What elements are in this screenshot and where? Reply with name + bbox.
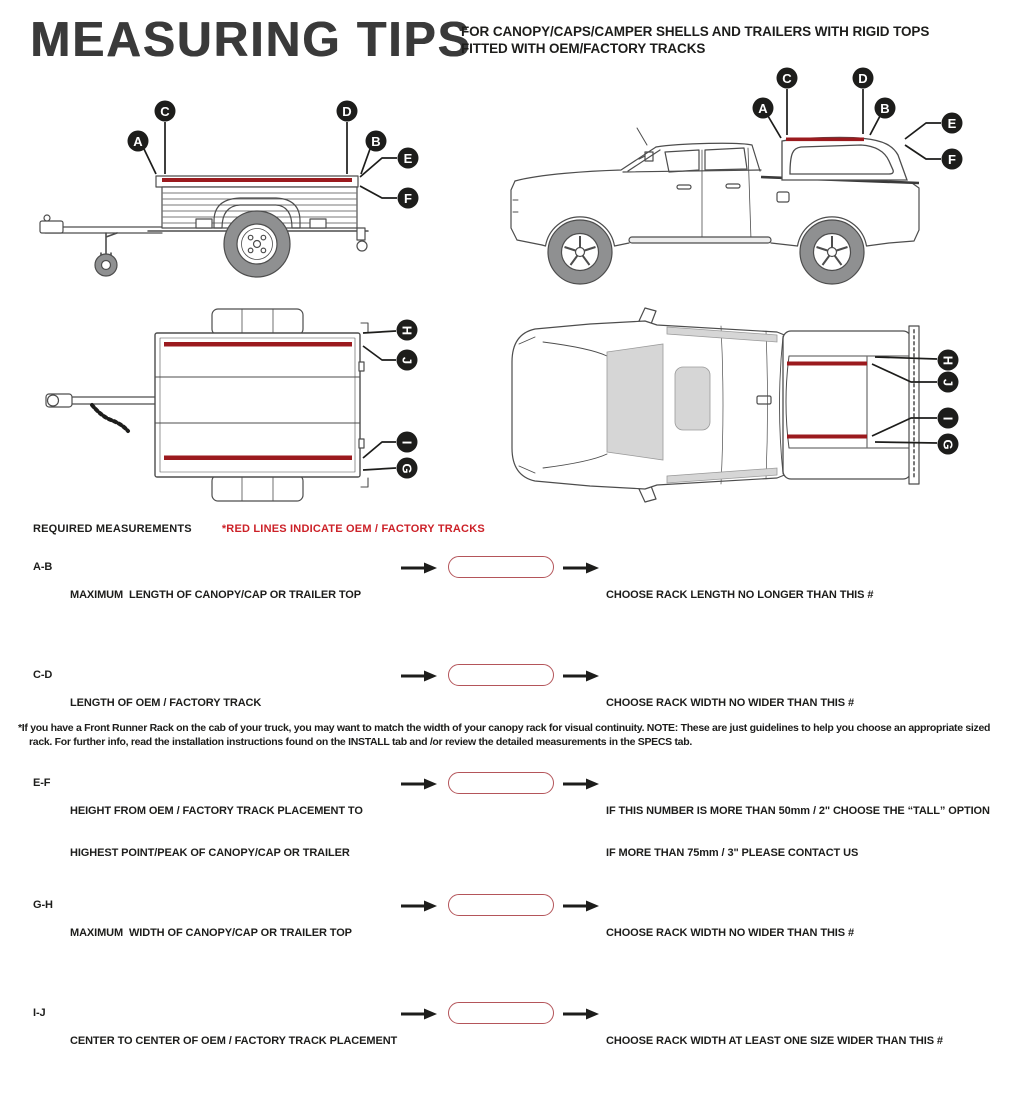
measurement-result	[606, 556, 1003, 658]
svg-text:I: I	[399, 440, 415, 445]
label-badge-j	[938, 372, 959, 393]
description-line-1: MAXIMUM LENGTH OF CANOPY/CAP OR TRAILER TOP	[70, 589, 361, 601]
measurement-row-ab	[33, 556, 1003, 658]
label-badge-h	[397, 320, 418, 341]
label-badge-e	[942, 113, 963, 134]
measurement-code: G-H	[33, 899, 53, 911]
truck-top-view-diagram	[495, 300, 1010, 510]
truck-canopy	[782, 137, 907, 180]
measurements-heading-row	[33, 523, 485, 535]
label-badge-a	[128, 131, 149, 152]
oem-track-red-line	[786, 138, 864, 142]
arrow-right-icon	[556, 894, 606, 917]
svg-text:E: E	[403, 151, 413, 166]
truck-side-view-diagram	[495, 60, 1010, 305]
label-badge-g	[397, 458, 418, 479]
oem-track-red-line-top	[164, 342, 352, 347]
measurement-row-cd	[33, 664, 1003, 766]
result-line-2: IF MORE THAN 75mm / 3" PLEASE CONTACT US	[606, 847, 859, 859]
svg-text:B: B	[371, 134, 381, 149]
svg-text:C: C	[782, 71, 792, 86]
measurement-result	[606, 894, 1003, 996]
svg-text:E: E	[947, 116, 957, 131]
label-badge-j	[397, 350, 418, 371]
trailer-safety-chain	[92, 405, 128, 431]
oem-track-red-line-bottom	[787, 435, 867, 439]
measurement-value-box	[448, 664, 554, 686]
subtitle-line-2: FITTED WITH OEM/FACTORY TRACKS	[461, 41, 706, 56]
label-badge-b	[366, 131, 387, 152]
measurement-result	[606, 664, 1003, 766]
description-line-1: MAXIMUM WIDTH OF CANOPY/CAP OR TRAILER TOP	[70, 927, 352, 939]
svg-text:H: H	[940, 355, 956, 366]
oem-track-red-line-bottom	[164, 456, 352, 461]
measurement-result	[606, 772, 1003, 888]
arrow-right-icon	[400, 556, 448, 579]
measurement-row-gh	[33, 894, 1003, 996]
measurement-description	[70, 556, 400, 658]
label-badge-f	[942, 149, 963, 170]
label-badge-d	[337, 101, 358, 122]
required-measurements-heading: REQUIRED MEASUREMENTS	[33, 523, 192, 535]
label-badge-b	[875, 98, 896, 119]
description-line-1: CENTER TO CENTER OF OEM / FACTORY TRACK PLACEMENT	[70, 1035, 398, 1047]
measurement-description	[70, 772, 400, 888]
svg-text:B: B	[880, 101, 890, 116]
measurement-value-box	[448, 894, 554, 916]
measurement-rows	[33, 556, 1003, 1104]
svg-text:H: H	[399, 325, 415, 336]
measurement-value-box	[448, 772, 554, 794]
label-badge-a	[753, 98, 774, 119]
label-badge-d	[853, 68, 874, 89]
arrow-right-icon	[400, 772, 448, 795]
svg-text:A: A	[133, 134, 143, 149]
result-line-1: CHOOSE RACK WIDTH NO WIDER THAN THIS #	[606, 697, 854, 709]
description-line-2: HIGHEST POINT/PEAK OF CANOPY/CAP OR TRAILER	[70, 847, 350, 859]
page-title: MEASURING TIPS	[30, 13, 472, 68]
svg-text:D: D	[342, 104, 352, 119]
svg-text:C: C	[160, 104, 170, 119]
trailer-wheel	[224, 211, 290, 277]
measurement-result	[606, 1002, 1003, 1104]
arrow-right-icon	[400, 1002, 448, 1025]
label-badge-i	[938, 408, 959, 429]
measurement-code: C-D	[33, 669, 53, 681]
result-line-1: CHOOSE RACK WIDTH AT LEAST ONE SIZE WIDER THAN THIS #	[606, 1035, 943, 1047]
svg-text:G: G	[399, 463, 415, 474]
label-badge-f	[398, 188, 419, 209]
arrow-right-icon	[556, 1002, 606, 1025]
oem-track-red-line	[162, 178, 352, 182]
svg-text:A: A	[758, 101, 768, 116]
measurement-code: E-F	[33, 777, 51, 789]
measurement-row-ij	[33, 1002, 1003, 1104]
trailer-top-leader-lines	[363, 331, 396, 470]
svg-text:I: I	[940, 416, 956, 421]
measurement-description	[70, 664, 400, 766]
label-badge-g	[938, 434, 959, 455]
label-badge-c	[155, 101, 176, 122]
label-badge-e	[398, 148, 419, 169]
red-lines-note: *RED LINES INDICATE OEM / FACTORY TRACKS	[221, 523, 485, 535]
arrow-right-icon	[400, 894, 448, 917]
truck-side-view-art	[495, 60, 1010, 305]
result-line-1: IF THIS NUMBER IS MORE THAN 50mm / 2" CHOOSE THE “TALL” OPTION	[606, 805, 990, 817]
footnote: *If you have a Front Runner Rack on the cab of your truck, you may want to match the width of your canopy rack for visual continuity. NOTE: These are just guidelines to help you choose an appropriate sized rack. For further info, read the installation instructions found on the INSTALL tab and /or review the detailed measurements in the SPECS tab.	[18, 722, 991, 748]
trailer-side-body	[40, 176, 368, 276]
measurement-description	[70, 1002, 400, 1104]
measurement-description	[70, 894, 400, 996]
svg-text:F: F	[948, 152, 956, 167]
arrow-right-icon	[556, 664, 606, 687]
label-badge-c	[777, 68, 798, 89]
subtitle-line-1: FOR CANOPY/CAPS/CAMPER SHELLS AND TRAILERS WITH RIGID TOPS	[461, 24, 930, 39]
label-badge-h	[938, 350, 959, 371]
svg-text:G: G	[940, 439, 956, 450]
measurement-code: A-B	[33, 561, 53, 573]
result-line-1: CHOOSE RACK LENGTH NO LONGER THAN THIS #	[606, 589, 874, 601]
page-subtitle	[461, 23, 929, 57]
svg-text:J: J	[940, 378, 956, 387]
arrow-right-icon	[556, 556, 606, 579]
svg-text:J: J	[399, 356, 415, 365]
arrow-right-icon	[400, 664, 448, 687]
description-line-1: HEIGHT FROM OEM / FACTORY TRACK PLACEMENT TO	[70, 805, 363, 817]
label-badge-i	[397, 432, 418, 453]
truck-top-view-art	[495, 300, 1010, 510]
measurement-value-box	[448, 556, 554, 578]
trailer-top-view-art	[30, 300, 445, 510]
arrow-right-icon	[556, 772, 606, 795]
oem-track-red-line-top	[787, 362, 867, 366]
trailer-side-view-diagram	[30, 85, 445, 300]
measurement-value-box	[448, 1002, 554, 1024]
svg-text:F: F	[404, 191, 412, 206]
description-line-1: LENGTH OF OEM / FACTORY TRACK	[70, 697, 262, 709]
measurement-row-ef	[33, 772, 1003, 888]
trailer-top-view-diagram	[30, 300, 445, 510]
result-line-1: CHOOSE RACK WIDTH NO WIDER THAN THIS #	[606, 927, 854, 939]
svg-text:D: D	[858, 71, 868, 86]
truck-wheels	[548, 220, 864, 284]
trailer-side-view-art	[30, 85, 445, 300]
measurement-code: I-J	[33, 1007, 46, 1019]
